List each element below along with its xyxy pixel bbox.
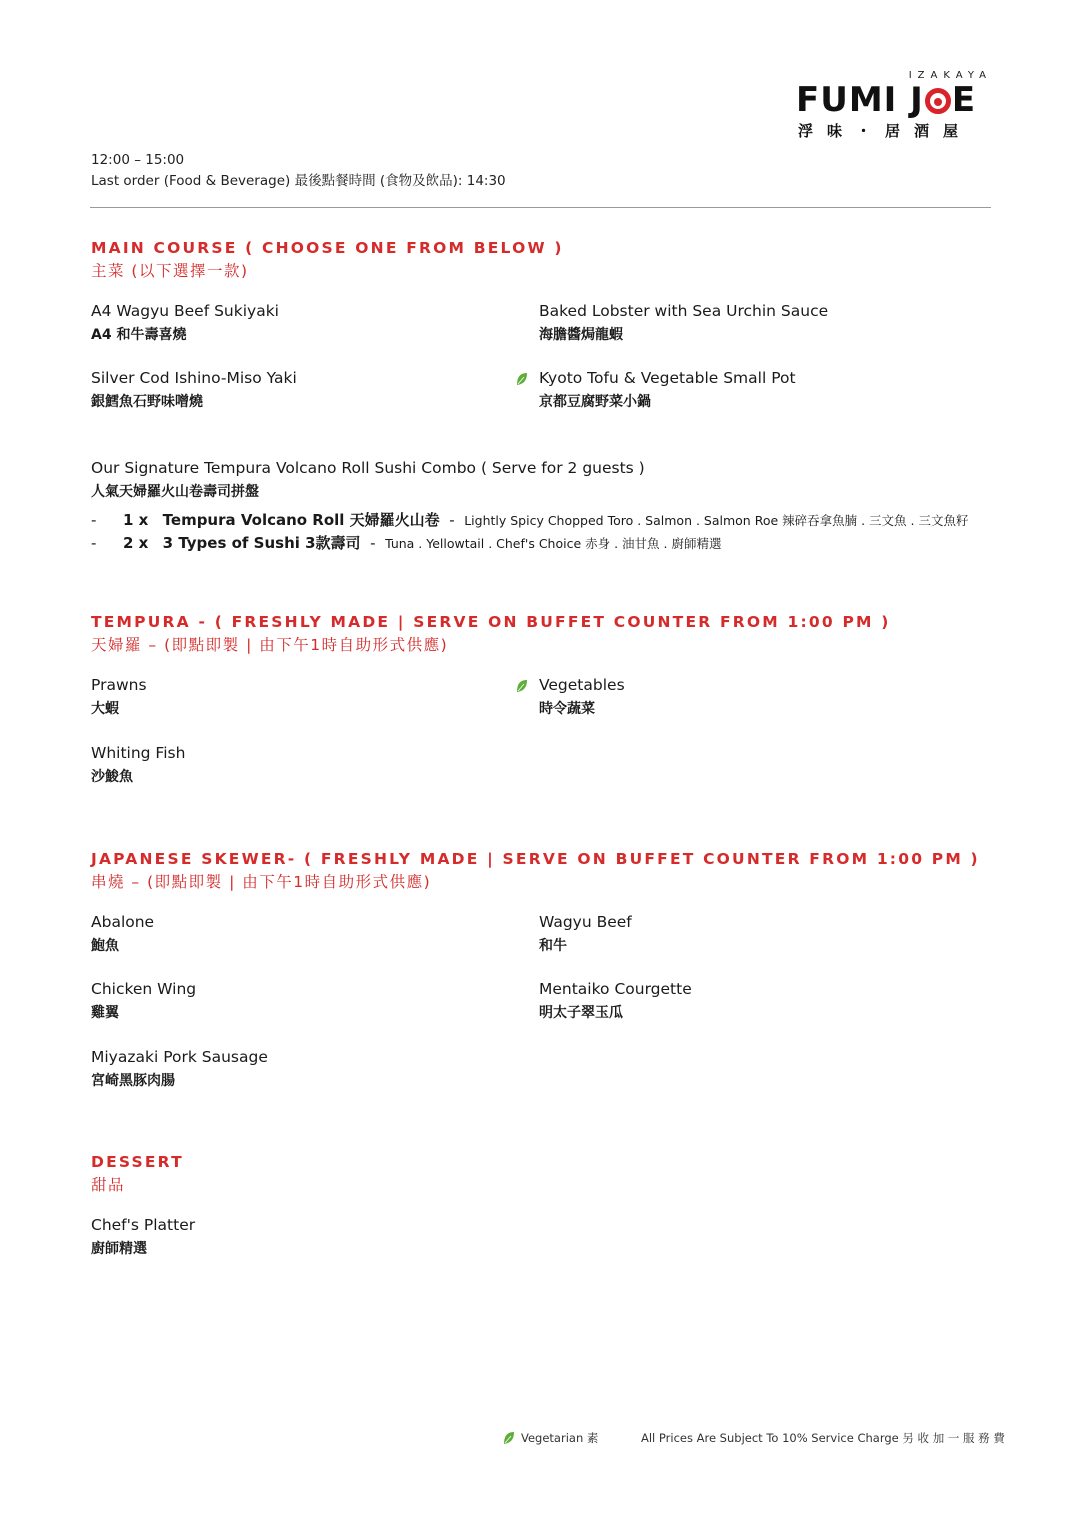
item-name-cn: 廚師精選	[91, 1241, 147, 1257]
item-name-en: Baked Lobster with Sea Urchin Sauce	[539, 302, 829, 320]
combo-detail: Lightly Spicy Chopped Toro . Salmon . Salmon Roe 辣碎吞拿魚腩 . 三文魚 . 三文魚籽	[464, 513, 969, 528]
item-name-cn: A4 和牛壽喜燒	[91, 327, 187, 343]
menu-item	[539, 676, 625, 718]
item-name-cn: 鮑魚	[91, 938, 119, 954]
item-name-cn: 銀鱈魚石野味噌燒	[91, 394, 203, 410]
combo-separator: -	[449, 511, 455, 529]
tempura-heading	[91, 613, 891, 655]
menu-item	[91, 980, 196, 1022]
menu-item	[539, 980, 692, 1022]
combo-dash: -	[91, 534, 97, 552]
hours-time: 12:00 – 15:00	[91, 152, 185, 168]
logo-wordmark	[796, 82, 976, 118]
item-name-cn: 宮崎黑豚肉腸	[91, 1073, 175, 1089]
menu-item	[539, 302, 828, 344]
section-title-en: JAPANESE SKEWER- ( FRESHLY MADE | SERVE ON BUFFET COUNTER FROM 1:00 PM )	[91, 850, 980, 868]
leaf-icon	[516, 679, 528, 693]
section-title-cn: 主菜 (以下選擇一款)	[91, 262, 249, 280]
item-name-en: Miyazaki Pork Sausage	[91, 1048, 268, 1066]
item-name-en: Vegetables	[539, 676, 625, 694]
logo-wordmark-part2: E	[951, 80, 977, 120]
item-name-en: Mentaiko Courgette	[539, 980, 692, 998]
combo-line	[91, 532, 721, 553]
menu-item	[91, 676, 147, 718]
combo-separator: -	[370, 534, 376, 552]
menu-item	[539, 369, 796, 411]
item-name-en: Wagyu Beef	[539, 913, 632, 931]
item-name-en: Chef's Platter	[91, 1216, 196, 1234]
section-title-en: TEMPURA - ( FRESHLY MADE | SERVE ON BUFFET COUNTER FROM 1:00 PM )	[91, 613, 891, 631]
leaf-icon	[516, 372, 528, 386]
main-course-heading	[91, 239, 564, 281]
combo-qty: 2 x	[123, 534, 149, 552]
item-name-cn: 和牛	[539, 938, 567, 954]
item-name-cn: 時令蔬菜	[539, 701, 595, 717]
item-name-en: Kyoto Tofu & Vegetable Small Pot	[539, 369, 796, 387]
menu-item	[91, 302, 279, 344]
item-name-en: Abalone	[91, 913, 155, 931]
combo-title-cn: 人氣天婦羅火山卷壽司拼盤	[91, 484, 259, 500]
service-charge-note: All Prices Are Subject To 10% Service Charge 另 收 加 一 服 務 費	[641, 1431, 1005, 1445]
section-title-cn: 天婦羅 – (即點即製 | 由下午1時自助形式供應)	[91, 636, 449, 654]
section-title-en: DESSERT	[91, 1153, 184, 1171]
combo-title-en: Our Signature Tempura Volcano Roll Sushi Combo ( Serve for 2 guests )	[91, 459, 645, 477]
combo-line	[91, 509, 968, 530]
vegetarian-legend: Vegetarian 素	[521, 1431, 599, 1445]
item-name-en: Whiting Fish	[91, 744, 186, 762]
menu-item	[91, 1216, 195, 1258]
item-name-en: Chicken Wing	[91, 980, 197, 998]
brand-logo	[796, 68, 996, 142]
item-name-cn: 京都豆腐野菜小鍋	[539, 394, 651, 410]
item-name-en: A4 Wagyu Beef Sukiyaki	[91, 302, 279, 320]
menu-item	[539, 913, 632, 955]
combo-name: Tempura Volcano Roll 天婦羅火山卷	[162, 511, 440, 529]
logo-izakaya-text: IZAKAYA	[908, 70, 992, 81]
logo-wordmark-part1: FUMI J	[796, 80, 924, 120]
dessert-heading	[91, 1153, 184, 1195]
menu-item	[91, 744, 185, 786]
combo-heading	[91, 459, 645, 501]
combo-qty: 1 x	[123, 511, 149, 529]
item-name-cn: 明太子翠玉瓜	[539, 1005, 623, 1021]
combo-detail: Tuna . Yellowtail . Chef's Choice 赤身 . 油甘魚 . 廚師精選	[385, 536, 722, 551]
hours-last-order: Last order (Food & Beverage) 最後點餐時間 (食物及飲品): 14:30	[91, 173, 506, 189]
item-name-cn: 雞翼	[91, 1005, 119, 1021]
logo-red-o-icon	[925, 88, 951, 114]
item-name-cn: 大蝦	[91, 701, 119, 717]
item-name-cn: 海膽醬焗龍蝦	[539, 327, 623, 343]
item-name-en: Prawns	[91, 676, 147, 694]
section-title-en: MAIN COURSE ( CHOOSE ONE FROM BELOW )	[91, 239, 564, 257]
leaf-icon	[503, 1431, 515, 1445]
section-title-cn: 串燒 – (即點即製 | 由下午1時自助形式供應)	[91, 873, 432, 891]
header-divider	[90, 207, 991, 208]
logo-chinese-name: 浮味・居酒屋	[798, 122, 973, 140]
menu-item	[91, 1048, 268, 1090]
combo-dash: -	[91, 511, 97, 529]
opening-hours	[91, 150, 506, 192]
menu-item	[91, 369, 297, 411]
item-name-cn: 沙鮻魚	[91, 769, 133, 785]
menu-item	[91, 913, 154, 955]
skewer-heading	[91, 850, 980, 892]
section-title-cn: 甜品	[91, 1176, 126, 1194]
combo-name: 3 Types of Sushi 3款壽司	[162, 534, 361, 552]
item-name-en: Silver Cod Ishino-Miso Yaki	[91, 369, 297, 387]
